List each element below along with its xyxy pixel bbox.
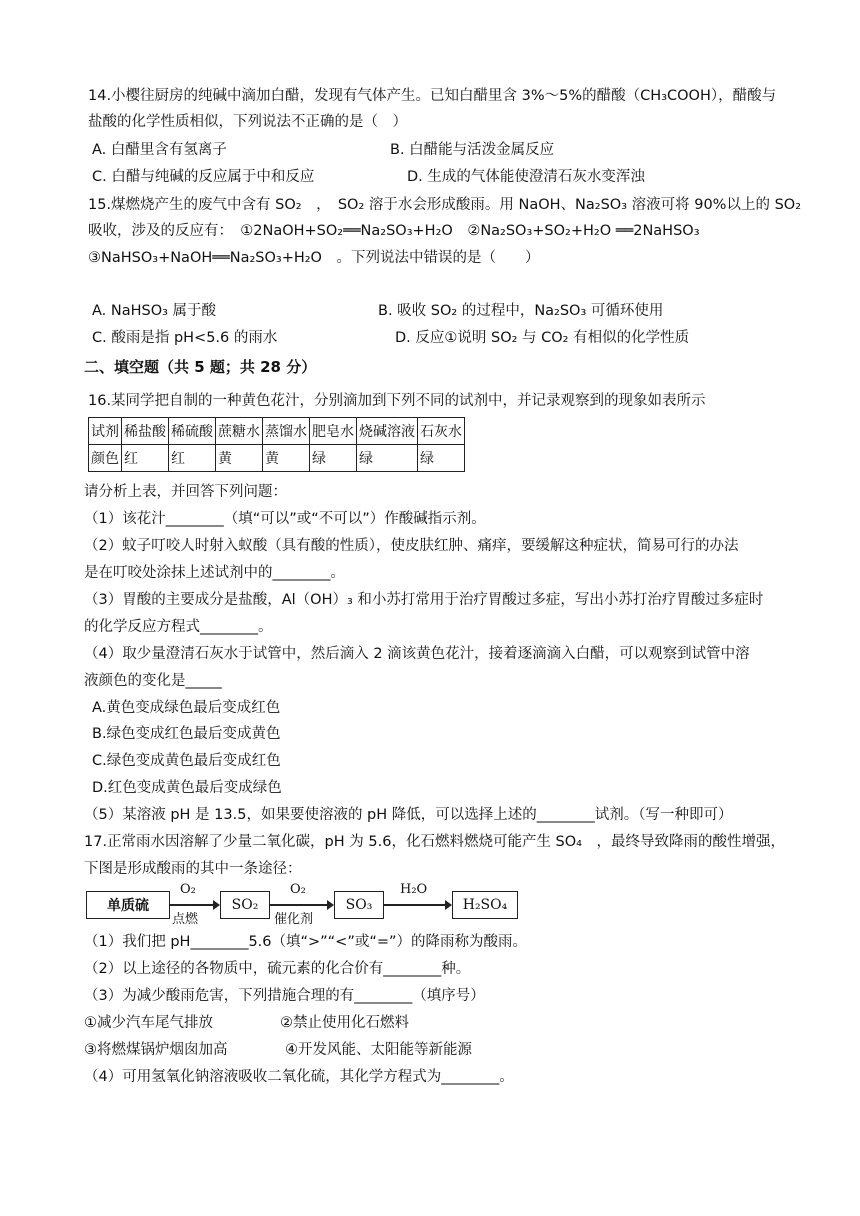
q16-stem: 16.某同学把自制的一种黄色花汁，分别滴加到下列不同的试剂中，并记录观察到的现象如表所示 <box>88 393 706 409</box>
table-cell: 黄 <box>263 445 310 472</box>
q16-part3-line2: 的化学反应方程式________。 <box>84 619 273 635</box>
q14-option-c: C. 白醋与纯碱的反应属于中和反应 <box>92 169 315 185</box>
table-cell: 烧碱溶液 <box>357 418 418 445</box>
q15-option-c: C. 酸雨是指 pH<5.6 的雨水 <box>92 330 278 346</box>
table-cell: 石灰水 <box>418 418 465 445</box>
table-cell: 红 <box>169 445 216 472</box>
flow-box-so3: SO₃ <box>334 891 384 919</box>
flow-box-h2so4: H₂SO₄ <box>452 891 518 919</box>
q15-stem-line1: 15.煤燃烧产生的废气中含有 SO₂ ， SO₂ 溶于水会形成酸雨。用 NaOH、Na₂SO₃ 溶液可将 90%以上的 SO₂ <box>88 197 802 213</box>
q17-part2: （2）以上途径的各物质中，硫元素的化合价有________种。 <box>84 961 471 977</box>
q16-intro: 请分析上表，并回答下列问题： <box>84 484 287 500</box>
table-cell: 稀硫酸 <box>169 418 216 445</box>
table-cell: 试剂 <box>89 418 122 445</box>
q16-part4-line1: （4）取少量澄清石灰水于试管中，然后滴入 2 滴该黄色花汁，接着逐滴滴入白醋，可以观察到试管中溶 <box>84 646 750 662</box>
table-cell: 绿 <box>310 445 357 472</box>
q15-option-a: A. NaHSO₃ 属于酸 <box>92 303 217 319</box>
arrow-right-icon <box>384 904 450 906</box>
flow-arrow3-top-label: H₂O <box>400 882 428 897</box>
table-cell: 绿 <box>418 445 465 472</box>
acid-rain-flow-diagram <box>84 882 524 928</box>
q16-part2-line1: （2）蚊子叮咬人时射入蚁酸（具有酸的性质），使皮肤红肿、痛痒，要缓解这种症状，简易可行的办法 <box>84 538 739 554</box>
flow-box-so2: SO₂ <box>220 891 270 919</box>
table-cell: 肥皂水 <box>310 418 357 445</box>
q16-option-d: D.红色变成黄色最后变成绿色 <box>92 780 282 796</box>
table-cell: 颜色 <box>89 445 122 472</box>
q15-option-d: D. 反应①说明 SO₂ 与 CO₂ 有相似的化学性质 <box>395 330 690 346</box>
q14-stem-line2: 盐酸的化学性质相似，下列说法不正确的是（ ） <box>88 114 407 130</box>
table-cell: 黄 <box>216 445 263 472</box>
flow-box-sulfur: 单质硫 <box>86 891 170 919</box>
q16-part3-line1: （3）胃酸的主要成分是盐酸，Al（OH）₃ 和小苏打常用于治疗胃酸过多症，写出小苏打治疗胃酸过多症时 <box>84 592 764 608</box>
arrow-right-icon <box>170 904 218 906</box>
q17-part1: （1）我们把 pH________5.6（填“>”“<”或“=”）的降雨称为酸雨。 <box>84 934 528 950</box>
flow-arrow1-bottom-label: 点燃 <box>172 912 199 927</box>
q16-option-c: C.绿色变成黄色最后变成红色 <box>92 753 281 769</box>
q17-part4: （4）可用氢氧化钠溶液吸收二氧化硫，其化学方程式为________。 <box>84 1069 514 1085</box>
q17-measure-4: ④开发风能、太阳能等新能源 <box>285 1042 472 1058</box>
table-cell: 红 <box>122 445 169 472</box>
q17-measure-1: ①减少汽车尾气排放 <box>84 1015 213 1031</box>
flow-arrow2-top-label: O₂ <box>290 882 306 897</box>
section-heading: 二、填空题（共 5 题；共 28 分） <box>84 358 317 376</box>
reagent-color-table <box>88 417 465 472</box>
q16-part4-line2: 液颜色的变化是_____ <box>84 673 222 689</box>
q14-stem-line1: 14.小樱往厨房的纯碱中滴加白醋，发现有气体产生。已知白醋里含 3%～5%的醋酸（CH₃COOH），醋酸与 <box>88 88 777 104</box>
q16-option-a: A.黄色变成绿色最后变成红色 <box>92 700 281 716</box>
q17-stem-line2: 下图是形成酸雨的其中一条途径： <box>84 861 302 877</box>
q15-stem-line3: ③NaHSO₃+NaOH══Na₂SO₃+H₂O 。下列说法中错误的是（ ） <box>88 250 540 266</box>
q17-part3: （3）为减少酸雨危害，下列措施合理的有________（填序号） <box>84 988 485 1004</box>
q14-option-d: D. 生成的气体能使澄清石灰水变浑浊 <box>407 169 645 185</box>
flow-arrow2-bottom-label: 催化剂 <box>274 912 314 927</box>
q16-option-b: B.绿色变成红色最后变成黄色 <box>92 726 281 742</box>
q15-stem-line2: 吸收，涉及的反应有： ①2NaOH+SO₂══Na₂SO₃+H₂O ②Na₂SO₃+SO₂+H₂O ══2NaHSO₃ <box>88 223 700 239</box>
q14-option-a: A. 白醋里含有氢离子 <box>92 142 227 158</box>
q17-measure-2: ②禁止使用化石燃料 <box>280 1015 409 1031</box>
q16-part5: （5）某溶液 pH 是 13.5，如果要使溶液的 pH 降低，可以选择上述的________试剂。（写一种即可） <box>84 807 733 823</box>
table-cell: 绿 <box>357 445 418 472</box>
flow-arrow1-top-label: O₂ <box>180 882 196 897</box>
q16-part1: （1）该花汁________（填“可以”或“不可以”）作酸碱指示剂。 <box>84 511 486 527</box>
table-cell: 蒸馏水 <box>263 418 310 445</box>
table-cell: 稀盐酸 <box>122 418 169 445</box>
q17-measure-3: ③将燃煤锅炉烟囱加高 <box>84 1042 228 1058</box>
arrow-right-icon <box>270 904 332 906</box>
q14-option-b: B. 白醋能与活泼金属反应 <box>390 142 555 158</box>
q15-option-b: B. 吸收 SO₂ 的过程中，Na₂SO₃ 可循环使用 <box>378 303 664 319</box>
table-row <box>89 418 465 445</box>
table-row <box>89 445 465 472</box>
table-cell: 蔗糖水 <box>216 418 263 445</box>
q17-stem-line1: 17.正常雨水因溶解了少量二氧化碳，pH 为 5.6，化石燃料燃烧可能产生 SO₄ ，最终导致降雨的酸性增强， <box>84 834 785 850</box>
q16-part2-line2: 是在叮咬处涂抹上述试剂中的________。 <box>84 565 345 581</box>
